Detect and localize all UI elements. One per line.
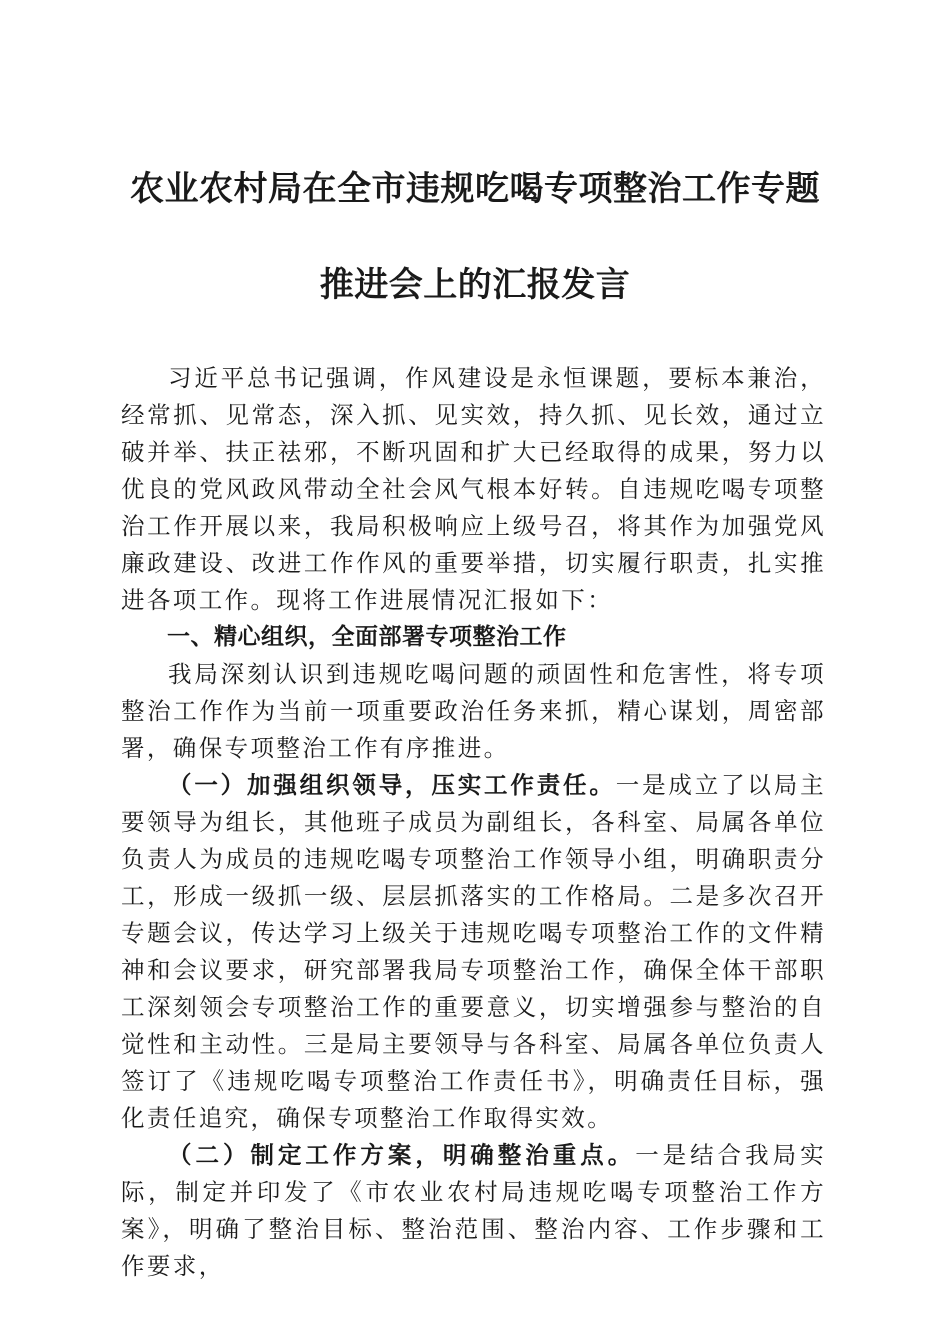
subsection-1-paragraph xyxy=(121,767,826,1137)
intro-paragraph: 习近平总书记强调，作风建设是永恒课题，要标本兼治，经常抓、见常态，深入抓、见实效，持久抓、见长效，通过立破并举、扶正祛邪，不断巩固和扩大已经取得的成果，努力以优良的党风政风带动全社会风气根本好转。自违规吃喝专项整治工作开展以来，我局积极响应上级号召，将其作为加强党风廉政建设、改进工作作风的重要举措，切实履行职责，扎实推进各项工作。现将工作进展情况汇报如下： xyxy=(121,364,826,614)
subsection-2-text: 一是结合我局实际，制定并印发了《市农业农村局违规吃喝专项整治工作方案》，明确了整治目标、整治范围、整治内容、工作步骤和工作要求， xyxy=(121,1141,826,1280)
document-title-line-1: 农业农村局在全市违规吃喝专项整治工作专题 xyxy=(130,169,820,209)
subsection-1-title: （一）加强组织领导，压实工作责任。 xyxy=(168,771,616,799)
subsection-2-title: （二）制定工作方案，明确整治重点。 xyxy=(168,1141,636,1169)
section-1-paragraph: 我局深刻认识到违规吃喝问题的顽固性和危害性，将专项整治工作作为当前一项重要政治任务来抓，精心谋划，周密部署，确保专项整治工作有序推进。 xyxy=(121,660,826,762)
subsection-1-text: 一是成立了以局主要领导为组长，其他班子成员为副组长，各科室、局属各单位负责人为成员的违规吃喝专项整治工作领导小组，明确职责分工，形成一级抓一级、层层抓落实的工作格局。二是多次召开专题会议，传达学习上级关于违规吃喝专项整治工作的文件精神和会议要求，研究部署我局专项整治工作，确保全体干部职工深刻领会专项整治工作的重要意义，切实增强参与整治的自觉性和主动性。三是局主要领导与各科室、局属各单位负责人签订了《违规吃喝专项整治工作责任书》，明确责任目标，强化责任追究，确保专项整治工作取得实效。 xyxy=(121,771,826,1132)
document-title-line-2: 推进会上的汇报发言 xyxy=(319,265,631,305)
section-1-heading: 一、精心组织，全面部署专项整治工作 xyxy=(167,624,567,650)
document-body xyxy=(121,360,826,1285)
subsection-2-paragraph xyxy=(121,1137,826,1285)
